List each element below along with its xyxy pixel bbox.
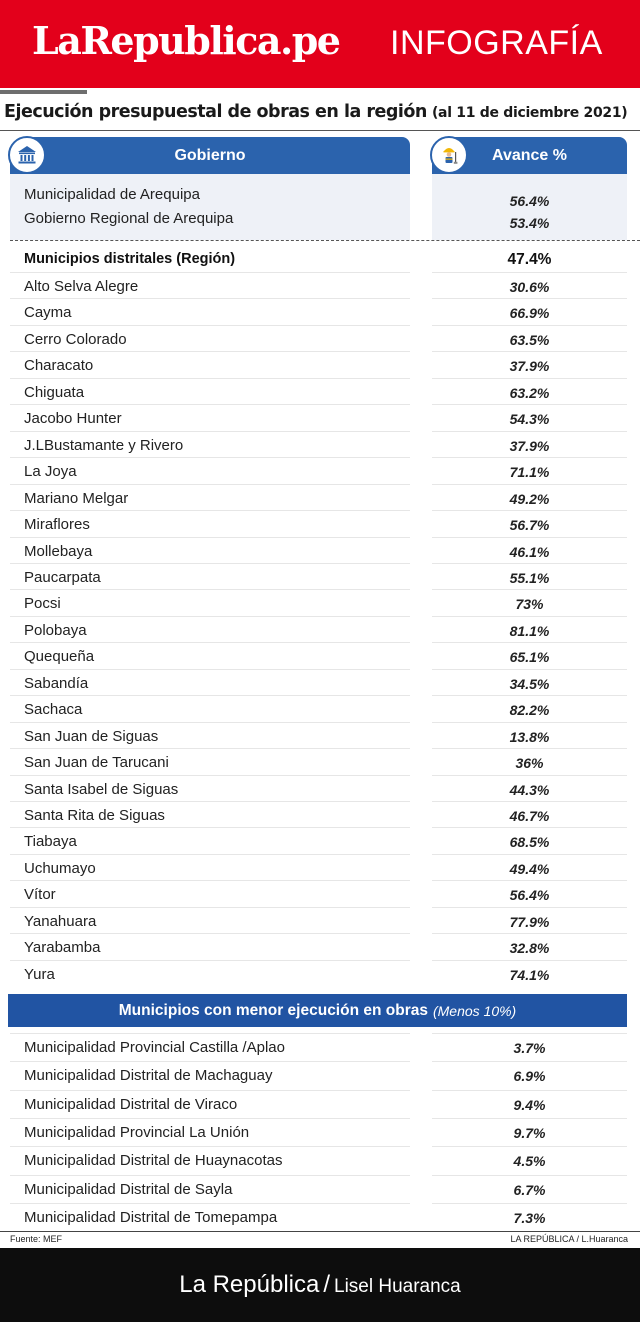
row-divider	[432, 537, 627, 538]
row-name: Pocsi	[24, 595, 61, 613]
row-value: 56.4%	[509, 887, 550, 904]
footer-author: Lisel Huaranca	[334, 1275, 461, 1297]
row-value: 13.8%	[509, 728, 550, 745]
row-value: 4.5%	[513, 1153, 546, 1170]
row-divider	[10, 325, 410, 326]
row-name: San Juan de Tarucani	[24, 754, 169, 772]
row-value: 36%	[515, 755, 544, 772]
row-divider	[10, 351, 410, 352]
row-divider	[432, 457, 627, 458]
top-entity-name: Gobierno Regional de Arequipa	[24, 210, 234, 227]
row-divider	[10, 272, 410, 273]
dashed-divider	[10, 240, 640, 241]
row-name: Sabandía	[24, 674, 89, 692]
row-name: Quequeña	[24, 648, 95, 666]
row-value: 74.1%	[509, 966, 550, 983]
source-note: Fuente: MEF	[10, 1234, 63, 1244]
row-divider	[432, 431, 627, 432]
row-value: 68.5%	[509, 834, 550, 851]
row-divider	[10, 933, 410, 934]
row-name: Santa Rita de Siguas	[24, 807, 165, 824]
title-main: Ejecución presupuestal de obras en la región	[4, 102, 427, 122]
construction-worker-icon	[430, 136, 468, 174]
row-divider	[10, 457, 410, 458]
row-value: 6.7%	[513, 1181, 546, 1198]
row-divider	[10, 589, 410, 590]
row-name: Vítor	[24, 886, 56, 904]
row-divider	[10, 801, 410, 802]
row-name: Tiabaya	[24, 833, 77, 851]
footer-slash: /	[323, 1271, 331, 1298]
row-name: Cayma	[24, 304, 72, 322]
row-value: 71.1%	[509, 464, 550, 481]
row-divider	[432, 854, 627, 855]
row-name: J.LBustamante y Rivero	[24, 436, 184, 454]
row-divider	[432, 748, 627, 749]
row-value: 3.7%	[513, 1040, 546, 1056]
row-divider	[10, 616, 410, 617]
row-value: 7.3%	[513, 1209, 546, 1226]
row-divider	[432, 907, 627, 908]
row-divider	[432, 272, 627, 273]
row-divider	[10, 298, 410, 299]
row-divider	[432, 510, 627, 511]
row-divider	[432, 775, 627, 776]
row-divider	[10, 722, 410, 723]
row-divider	[10, 827, 410, 828]
row-divider	[432, 1061, 627, 1062]
row-name: San Juan de Siguas	[24, 727, 159, 745]
row-name: Santa Isabel de Siguas	[24, 780, 179, 798]
row-divider	[432, 960, 627, 961]
row-divider	[10, 854, 410, 855]
footer-divider	[0, 1231, 640, 1232]
row-divider	[432, 1033, 627, 1034]
section-label: INFOGRAFÍA	[390, 24, 603, 62]
row-name: Yura	[24, 965, 55, 983]
credit-note: LA REPÚBLICA / L.Huaranca	[510, 1234, 628, 1244]
row-value: 37.9%	[509, 437, 550, 454]
column-label-gobierno: Gobierno	[174, 146, 246, 164]
row-name: Municipalidad Distrital de Viraco	[24, 1095, 238, 1113]
row-value: 65.1%	[509, 649, 550, 666]
low-execution-header	[8, 994, 627, 1027]
district-total-name: Municipios distritales (Región)	[24, 251, 236, 267]
row-divider	[432, 404, 627, 405]
row-divider	[10, 642, 410, 643]
row-value: 54.3%	[509, 411, 550, 428]
row-divider	[10, 431, 410, 432]
low-section-note: (Menos 10%)	[432, 1002, 517, 1019]
row-divider	[432, 378, 627, 379]
brand-logo[interactable]: LaRepublica.pe	[32, 18, 340, 63]
row-value: 56.7%	[509, 517, 550, 534]
footer-brand[interactable]: La República	[179, 1271, 320, 1298]
row-name: Miraflores	[24, 516, 90, 534]
top-entity-name: Municipalidad de Arequipa	[24, 186, 200, 203]
row-divider	[432, 801, 627, 802]
row-value: 66.9%	[509, 305, 550, 322]
row-value: 46.7%	[509, 808, 550, 824]
row-divider	[432, 1175, 627, 1176]
row-name: Municipalidad Distrital de Sayla	[24, 1180, 233, 1198]
row-value: 82.2%	[509, 702, 550, 719]
row-divider	[10, 563, 410, 564]
row-value: 63.2%	[509, 384, 550, 401]
row-divider	[432, 351, 627, 352]
column-header-gobierno	[10, 137, 410, 174]
row-divider	[432, 616, 627, 617]
row-divider	[10, 775, 410, 776]
row-divider	[10, 537, 410, 538]
row-name: Alto Selva Alegre	[24, 278, 139, 295]
row-divider	[10, 510, 410, 511]
accent-bar	[0, 90, 87, 94]
row-divider	[10, 1033, 410, 1034]
row-name: Jacobo Hunter	[24, 410, 122, 428]
row-value: 30.6%	[509, 279, 550, 295]
row-divider	[10, 484, 410, 485]
row-divider	[10, 1118, 410, 1119]
row-divider	[10, 748, 410, 749]
footer-bar	[0, 1248, 640, 1322]
row-value: 9.4%	[513, 1096, 546, 1113]
row-name: Uchumayo	[24, 859, 96, 877]
row-name: Mollebaya	[24, 542, 93, 560]
title-date: (al 11 de diciembre 2021)	[431, 105, 628, 121]
row-divider	[432, 933, 627, 934]
row-name: Municipalidad Provincial La Unión	[24, 1123, 250, 1141]
row-value: 37.9%	[509, 358, 550, 375]
row-divider	[432, 563, 627, 564]
row-name: Sachaca	[24, 701, 83, 719]
row-divider	[10, 404, 410, 405]
row-divider	[10, 960, 410, 961]
top-entity-value: 53.4%	[509, 215, 550, 231]
row-value: 34.5%	[509, 675, 550, 692]
masthead	[0, 0, 640, 88]
row-divider	[432, 1203, 627, 1204]
column-label-avance: Avance %	[492, 146, 567, 164]
highlight-band-left	[10, 174, 410, 240]
row-name: Yanahuara	[24, 912, 97, 930]
district-total-value: 47.4%	[507, 251, 552, 268]
row-name: Chiguata	[24, 383, 85, 401]
row-divider	[432, 880, 627, 881]
row-value: 49.2%	[509, 490, 550, 507]
row-divider	[432, 642, 627, 643]
row-value: 73%	[515, 596, 544, 613]
row-divider	[10, 378, 410, 379]
row-name: Paucarpata	[24, 568, 101, 586]
row-value: 77.9%	[509, 913, 550, 930]
row-value: 46.1%	[509, 543, 550, 560]
page-title	[4, 102, 640, 130]
row-name: Mariano Melgar	[24, 489, 129, 507]
row-value: 44.3%	[509, 781, 550, 798]
row-name: Polobaya	[24, 621, 87, 639]
row-value: 6.9%	[513, 1068, 546, 1085]
row-divider	[432, 1146, 627, 1147]
top-entity-value: 56.4%	[509, 193, 550, 209]
row-divider	[432, 298, 627, 299]
row-divider	[432, 722, 627, 723]
row-value: 9.7%	[513, 1124, 546, 1141]
row-divider	[432, 1118, 627, 1119]
row-name: Municipalidad Distrital de Tomepampa	[24, 1208, 278, 1226]
row-name: Municipalidad Distrital de Huaynacotas	[24, 1152, 283, 1170]
row-divider	[432, 695, 627, 696]
row-name: La Joya	[24, 463, 77, 481]
row-name: Cerro Colorado	[24, 330, 127, 348]
row-divider	[10, 1203, 410, 1204]
row-value: 63.5%	[509, 331, 550, 348]
row-value: 32.8%	[509, 940, 550, 957]
row-divider	[10, 695, 410, 696]
row-divider	[432, 325, 627, 326]
row-divider	[10, 1175, 410, 1176]
column-header-avance	[432, 137, 627, 174]
row-name: Characato	[24, 357, 94, 375]
row-divider	[432, 669, 627, 670]
row-divider	[432, 827, 627, 828]
row-divider	[10, 907, 410, 908]
row-divider	[432, 589, 627, 590]
row-divider	[10, 1090, 410, 1091]
row-divider	[10, 1146, 410, 1147]
low-section-title: Municipios con menor ejecución en obras	[118, 1001, 428, 1019]
row-divider	[10, 1061, 410, 1062]
row-value: 49.4%	[509, 860, 550, 877]
row-divider	[432, 1090, 627, 1091]
row-divider	[432, 484, 627, 485]
row-divider	[10, 880, 410, 881]
row-name: Municipalidad Distrital de Machaguay	[24, 1067, 273, 1085]
row-divider	[10, 669, 410, 670]
title-divider	[0, 130, 640, 131]
row-value: 55.1%	[509, 569, 550, 586]
government-building-icon	[8, 136, 46, 174]
row-name: Municipalidad Provincial Castilla /Aplao	[24, 1039, 285, 1056]
row-value: 81.1%	[509, 622, 550, 639]
row-name: Yarabamba	[24, 939, 101, 957]
